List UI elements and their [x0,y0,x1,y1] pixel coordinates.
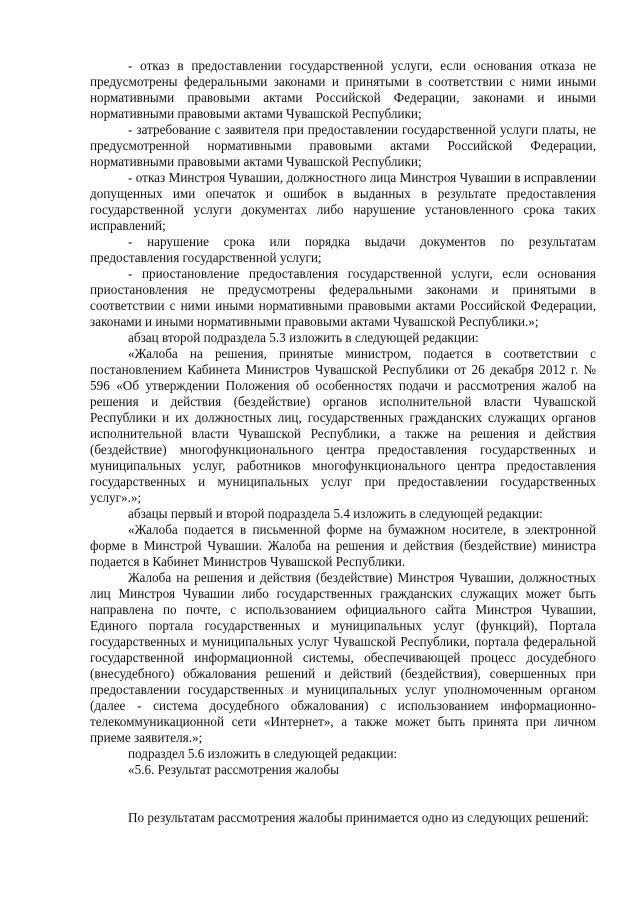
paragraph-amend-5-3: абзац второй подраздела 5.3 изложить в следующей редакции: [128,330,479,345]
paragraph-decision-outcomes: По результатам рассмотрения жалобы принимается одно из следующих решений: [128,810,589,825]
blank-line [90,778,596,810]
paragraph-refusal: - отказ в предоставлении государственной услуги, если основания отказа не предусмотрены федеральными законами и принятыми в соответствии с ними иными нормативными правовыми актами Российской Федерации, законами и иными нормативными правовыми актами Чувашской Республики; [90,58,596,121]
paragraph-complaint-form: «Жалоба подается в письменной форме на бумажном носителе, в электронной форме в Минстрой Чувашии. Жалоба на решения и действия (бездействие) министра подается в Кабинет Министров Чувашской Республики. [90,522,596,569]
paragraph-amend-5-6: подраздел 5.6 изложить в следующей редакции: [128,746,398,761]
paragraph-suspension: - приостановление предоставления государственной услуги, если основания приостановления не предусмотрены федеральными законами и принятыми в соответствии с ними иными нормативными правовыми актами Российской Федерации, законами и иными нормативными правовыми актами Чувашской Республики.»; [90,266,596,329]
paragraph-fee-demand: - затребование с заявителя при предоставлении государственной услуги платы, не предусмотренной нормативными правовыми актами Российской Федерации, нормативными правовыми актами Чувашской Республики; [90,122,596,169]
paragraph-deadline-violation: - нарушение срока или порядка выдачи документов по результатам предоставления государственной услуги; [90,234,596,265]
paragraph-correction-refusal: - отказ Минстроя Чувашии, должностного лица Минстроя Чувашии в исправлении допущенных ими опечаток и ошибок в выданных в результате предоставления государственной услуги документах либо нарушение установленного срока таких исправлений; [90,170,596,233]
paragraph-complaint-minister: «Жалоба на решения, принятые министром, подается в соответствии с постановлением Кабинета Министров Чувашской Республики от 26 декабря 2012 г. № 596 «Об утверждении Положения об особенностях подачи и рассмотрения жалоб на решения и действия (бездействие) органов исполнительной власти Чувашской Республики и их должностных лиц, государственных гражданских служащих органов исполнительной власти Чувашской Республики, а также на решения и действия (бездействие) многофункционального центра предоставления государственных и муниципальных услуг, работников многофункционального центра предоставления государственных и муниципальных услуг при предоставлении государственных услуг».»; [90,346,596,505]
section-heading-5-6: «5.6. Результат рассмотрения жалобы [128,762,339,777]
paragraph-complaint-channels: Жалоба на решения и действия (бездействие) Минстроя Чувашии, должностных лиц Минстроя Чувашии либо государственных гражданских служащих может быть направлена по почте, с использованием официального сайта Минстроя Чувашии, Единого портала государственных и муниципальных услуг (функций), Портала государственных и муниципальных услуг Чувашской Республики, портала федеральной государственной информационной системы, обеспечивающей процесс досудебного (внесудебного) обжалования решений и действий (бездействия), совершенных при предоставлении государственных и муниципальных услуг уполномоченным органом (далее - система досудебного обжалования) с использованием информационно-телекоммуникационной сети «Интернет», а также может быть принята при личном приеме заявителя.»; [90,570,596,745]
paragraph-amend-5-4: абзацы первый и второй подраздела 5.4 изложить в следующей редакции: [128,506,543,521]
document-page [90,58,596,826]
